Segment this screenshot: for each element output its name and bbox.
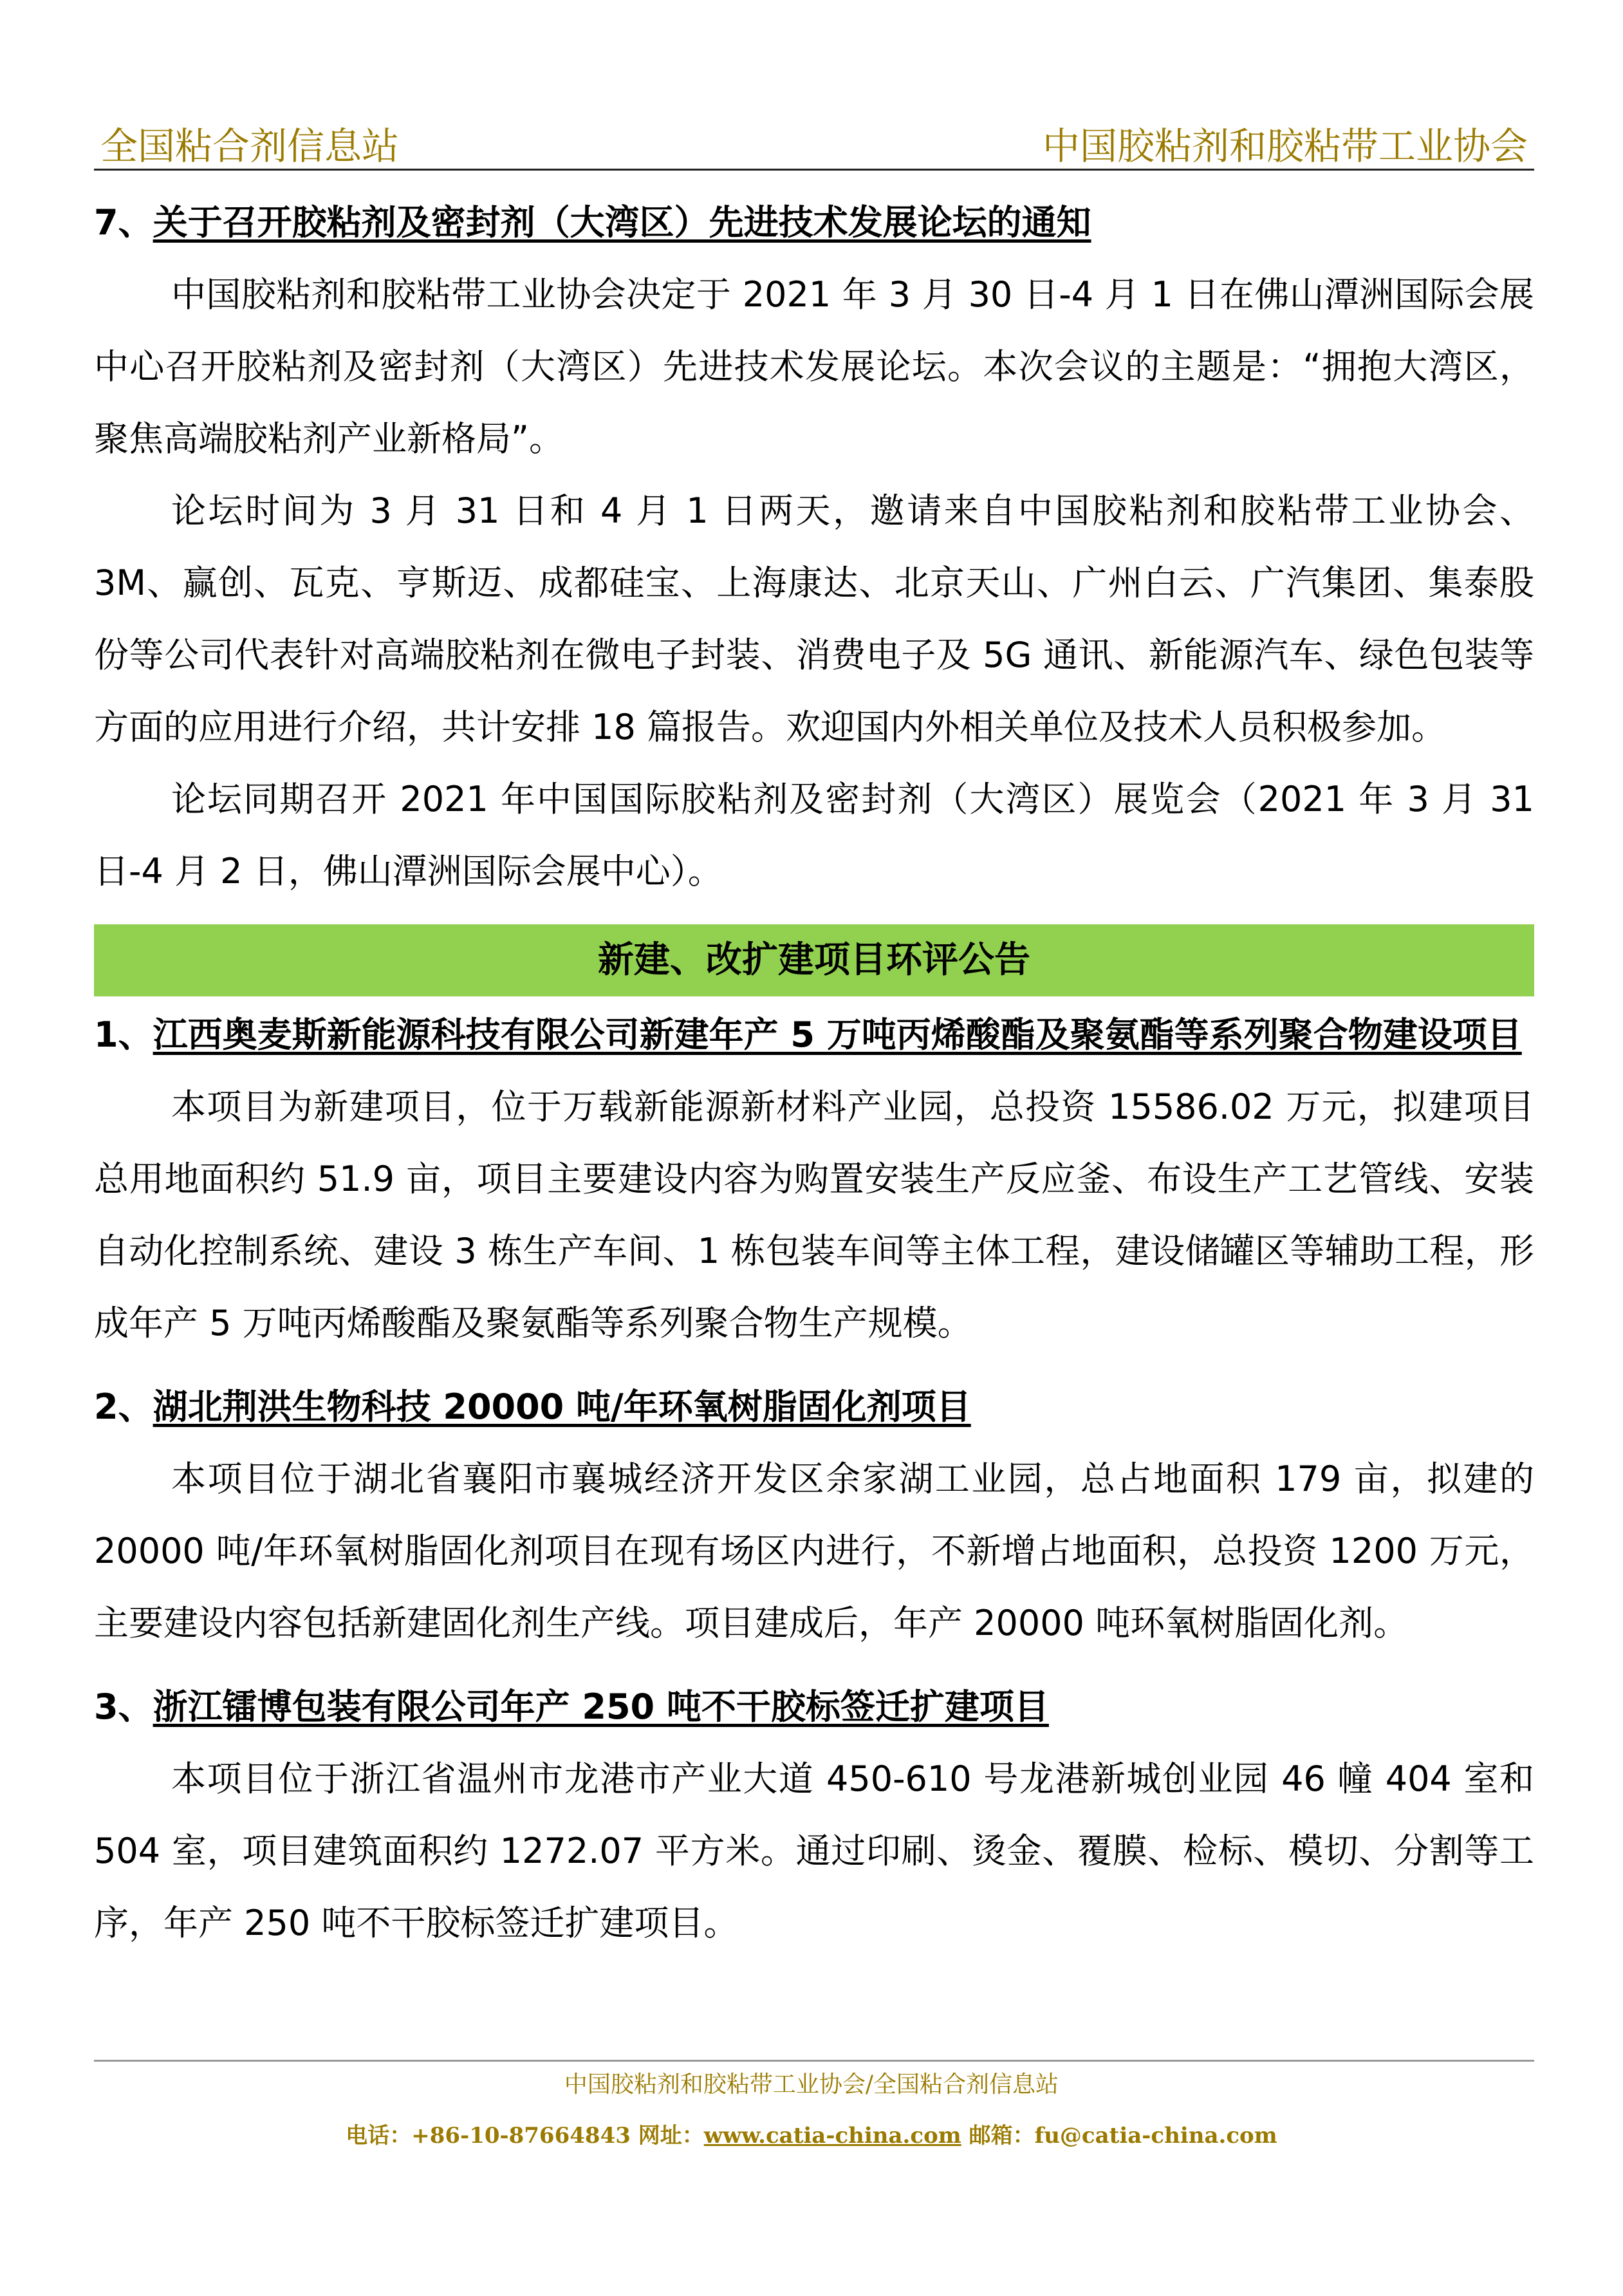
project-body: 本项目位于浙江省温州市龙港市产业大道 450-610 号龙港新城创业园 46 幢 404 室和 504 室，项目建筑面积约 1272.07 平方米。通过印刷、烫金、覆膜、检标、模切、分割等工序，年产 250 吨不干胶标签迁扩建项目。 (94, 1759, 1534, 1943)
header-right-title: 中国胶粘剂和胶粘带工业协会 (1042, 124, 1528, 168)
project-heading (94, 1671, 1534, 1743)
paragraph: 论坛时间为 3 月 31 日和 4 月 1 日两天，邀请来自中国胶粘剂和胶粘带工业协会、3M、赢创、瓦克、亨斯迈、成都硅宝、上海康达、北京天山、广州白云、广汽集团、集泰股份等公司代表针对高端胶粘剂在微电子封装、消费电子及 5G 通讯、新能源汽车、绿色包装等方面的应用进行介绍，共计安排 18 篇报告。欢迎国内外相关单位及技术人员积极参加。 (94, 490, 1534, 747)
section-banner: 新建、改扩建项目环评公告 (94, 924, 1534, 996)
page-header (94, 107, 1534, 171)
heading-text: 江西奥麦斯新能源科技有限公司新建年产 5 万吨丙烯酸酯及聚氨酯等系列聚合物建设项目 (153, 1014, 1522, 1055)
spacer (94, 1659, 1534, 1671)
footer-contact (0, 2118, 1623, 2149)
footer-web-label: 网址： (638, 2123, 704, 2149)
heading-number: 2、 (94, 1386, 153, 1427)
project-heading (94, 1371, 1534, 1443)
footer-organization: 中国胶粘剂和胶粘带工业协会/全国粘合剂信息站 (564, 2071, 1059, 2098)
paragraph: 中国胶粘剂和胶粘带工业协会决定于 2021 年 3 月 30 日-4 月 1 日在佛山潭洲国际会展中心召开胶粘剂及密封剂（大湾区）先进技术发展论坛。本次会议的主题是：“拥抱大湾区，聚焦高端胶粘剂产业新格局”。 (94, 274, 1534, 459)
footer-phone: 电话：+86-10-87664843 (346, 2123, 631, 2149)
header-left-title: 全国粘合剂信息站 (100, 124, 400, 168)
footer-mail-link[interactable]: fu@catia-china.com (1034, 2123, 1277, 2149)
project-body: 本项目为新建项目，位于万载新能源新材料产业园，总投资 15586.02 万元，拟建项目总用地面积约 51.9 亩，项目主要建设内容为购置安装生产反应釜、布设生产工艺管线、安装自动化控制系统、建设 3 栋生产车间、1 栋包装车间等主体工程，建设储罐区等辅助工程，形成年产 5 万吨丙烯酸酯及聚氨酯等系列聚合物生产规模。 (94, 1087, 1534, 1343)
footer-mail-label: 邮箱： (969, 2123, 1035, 2149)
heading-number: 3、 (94, 1686, 153, 1727)
heading-text: 湖北荆洪生物科技 20000 吨/年环氧树脂固化剂项目 (153, 1386, 971, 1427)
heading-number: 7、 (94, 202, 153, 243)
footer-divider (94, 2060, 1534, 2062)
heading-number: 1、 (94, 1014, 153, 1055)
project-heading (94, 999, 1534, 1071)
project-body: 本项目位于湖北省襄阳市襄城经济开发区余家湖工业园，总占地面积 179 亩，拟建的 20000 吨/年环氧树脂固化剂项目在现有场区内进行，不新增占地面积，总投资 1200 万元，主要建设内容包括新建固化剂生产线。项目建成后，年产 20000 吨环氧树脂固化剂。 (94, 1459, 1534, 1643)
spacer (94, 1359, 1534, 1371)
heading-text: 浙江镭博包装有限公司年产 250 吨不干胶标签迁扩建项目 (153, 1686, 1049, 1727)
main-content (94, 187, 1534, 1959)
heading-text: 关于召开胶粘剂及密封剂（大湾区）先进技术发展论坛的通知 (153, 202, 1091, 243)
paragraph: 论坛同期召开 2021 年中国国际胶粘剂及密封剂（大湾区）展览会（2021 年 3 月 31 日-4 月 2 日，佛山潭洲国际会展中心）。 (94, 779, 1534, 891)
section-heading (94, 187, 1534, 259)
footer-web-link[interactable]: www.catia-china.com (703, 2123, 961, 2149)
